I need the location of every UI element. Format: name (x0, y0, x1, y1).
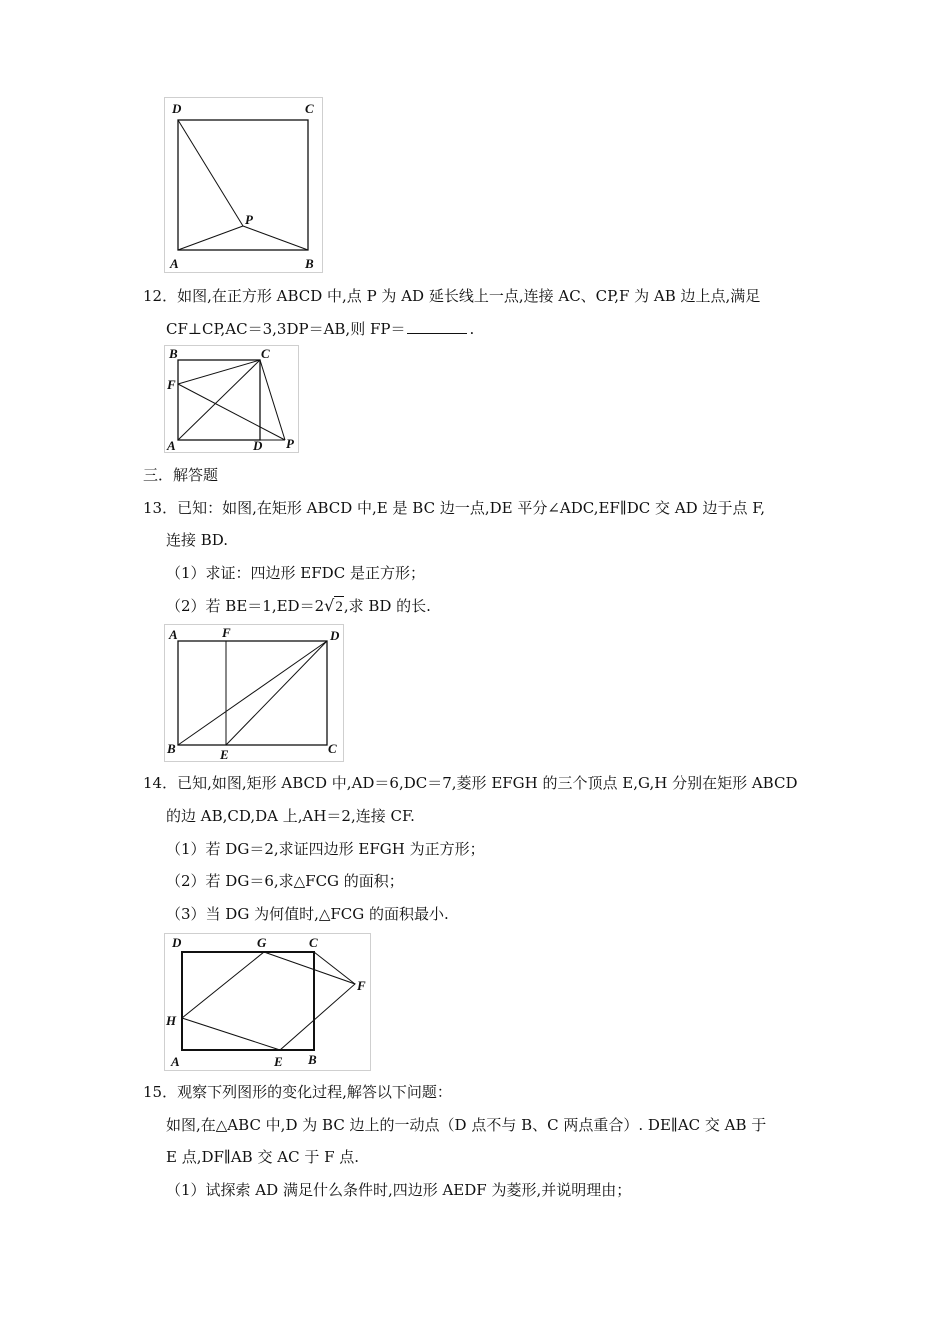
label-C: C (261, 346, 270, 361)
q13-part2 (166, 596, 431, 617)
q15-text-line1: 观察下列图形的变化过程,解答以下问题： (177, 1083, 452, 1101)
q12-line2 (166, 319, 474, 339)
sqrt-radicand: 2 (334, 596, 344, 617)
label-A: A (171, 1054, 180, 1069)
figure-q14-rectangle-rhombus (164, 933, 371, 1071)
section-heading: 三．解答题 (143, 466, 219, 484)
q14-part2: （2）若 DG＝6,求△FCG 的面积； (166, 872, 404, 890)
q14-number: 14． (143, 774, 178, 792)
q12-number: 12． (143, 287, 178, 305)
label-A: A (170, 256, 179, 271)
label-A: A (167, 438, 176, 452)
q15-line1 (143, 1082, 452, 1102)
q12-text-line2: CF⊥CP,AC＝3,3DP＝AB,则 FP＝ (166, 320, 406, 338)
label-A: A (169, 627, 178, 642)
label-P: P (245, 212, 253, 227)
label-C: C (309, 935, 318, 950)
label-F: F (357, 978, 366, 993)
q13-text-line1: 已知：如图,在矩形 ABCD 中,E 是 BC 边一点,DE 平分∠ADC,EF∥DC 交 AD 边于点 F, (177, 499, 766, 517)
q13-line2: 连接 BD. (166, 531, 229, 549)
q12-line1 (143, 286, 760, 306)
label-E: E (220, 747, 229, 761)
q13-number: 13． (143, 499, 178, 517)
label-D: D (172, 101, 182, 116)
label-H: H (166, 1013, 177, 1028)
q13-line1 (143, 498, 765, 518)
sqrt-expression: √2 (324, 596, 343, 615)
label-E: E (274, 1054, 283, 1069)
q14-line1 (143, 773, 797, 793)
label-C: C (328, 741, 337, 756)
q15-number: 15． (143, 1083, 178, 1101)
label-F: F (222, 625, 231, 640)
q14-part1: （1）若 DG＝2,求证四边形 EFGH 为正方形； (166, 840, 485, 858)
figure-q11-square-point-p (164, 97, 323, 273)
answer-blank (407, 319, 467, 334)
q12-period: . (469, 320, 475, 338)
q14-text-line1: 已知,如图,矩形 ABCD 中,AD＝6,DC＝7,菱形 EFGH 的三个顶点 E,G,H 分别在矩形 ABCD (177, 774, 798, 792)
q13-part2-tail: ,求 BD 的长. (343, 597, 431, 615)
label-C: C (305, 101, 314, 116)
q14-part3: （3）当 DG 为何值时,△FCG 的面积最小. (166, 905, 449, 923)
label-G: G (257, 935, 267, 950)
q12-text-line1: 如图,在正方形 ABCD 中,点 P 为 AD 延长线上一点,连接 AC、CP,F 为 AB 边上点,满足 (177, 287, 761, 305)
figure-q13-rectangle (164, 624, 344, 762)
q13-part2-text: （2）若 BE＝1,ED＝2 (166, 597, 325, 615)
q15-line2: 如图,在△ABC 中,D 为 BC 边上的一动点（D 点不与 B、C 两点重合）. DE∥AC 交 AB 于 (166, 1116, 767, 1134)
figure-q12-square-fp (164, 345, 299, 453)
q15-part1: （1）试探索 AD 满足什么条件时,四边形 AEDF 为菱形,并说明理由； (166, 1181, 632, 1199)
label-B: B (169, 346, 178, 361)
label-D: D (172, 935, 182, 950)
label-B: B (305, 256, 314, 271)
label-D: D (253, 438, 263, 452)
q15-line3: E 点,DF∥AB 交 AC 于 F 点. (166, 1148, 360, 1166)
label-P: P (286, 436, 294, 451)
label-F: F (167, 377, 176, 392)
q13-part1: （1）求证：四边形 EFDC 是正方形； (166, 564, 425, 582)
q14-line2: 的边 AB,CD,DA 上,AH＝2,连接 CF. (166, 807, 415, 825)
label-B: B (167, 741, 176, 756)
label-B: B (308, 1052, 317, 1067)
label-D: D (330, 628, 340, 643)
